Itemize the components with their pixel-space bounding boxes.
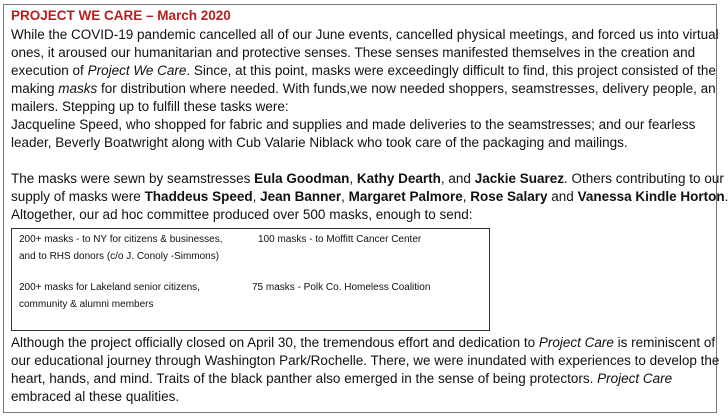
para1-line-4 xyxy=(11,80,716,98)
para3-line-4: embraced al these qualities. xyxy=(11,389,180,404)
contributor-name: Eula Goodman xyxy=(254,171,350,186)
para1-line-7: leader, Beverly Boatwright along with Cub Valarie Niblack who took care of the packaging and mailings. xyxy=(11,135,628,150)
contributor-name: Kathy Dearth xyxy=(356,171,441,186)
contributor-name: Thaddeus Speed xyxy=(144,189,253,204)
text-span: Although the project officially closed on April 30, the tremendous effort and dedication to xyxy=(11,335,539,350)
distribution-box xyxy=(11,228,490,331)
project-name-italic: Project Care xyxy=(597,371,673,386)
contributor-name: Rose Salary xyxy=(470,189,548,204)
text-span: , xyxy=(462,189,471,204)
text-span: execution of xyxy=(11,63,88,78)
para2-line-2 xyxy=(11,188,728,206)
text-span: for distribution where needed. With funds,we now needed shoppers, seamstresses, delivery people, an xyxy=(97,81,716,96)
para1-line-3 xyxy=(11,62,716,80)
text-span: , xyxy=(341,189,349,204)
project-name-italic: Project Care xyxy=(538,335,614,350)
text-span: is reminiscent of xyxy=(613,335,716,350)
distribution-row-2-col-1-line-1: 200+ masks for Lakeland senior citizens, xyxy=(19,282,200,293)
contributor-name: Vanessa Kindle Horton xyxy=(577,189,725,204)
distribution-row-1-col-2: 100 masks - to Moffitt Cancer Center xyxy=(258,234,422,245)
para1-line-2: ones, it aroused our humanitarian and protective senses. These senses manifested themselves in the creation and xyxy=(11,45,696,60)
article-title: PROJECT WE CARE – March 2020 xyxy=(11,8,231,23)
text-span: . Since, at this point, masks were exceedingly difficult to find, this project consisted of the xyxy=(186,63,716,78)
para2-line-3: Altogether, our ad hoc committee produced over 500 masks, enough to send: xyxy=(11,207,473,222)
text-span: supply of masks were xyxy=(11,189,145,204)
contributor-name: Jackie Suarez xyxy=(474,171,564,186)
distribution-row-2-col-2: 75 masks - Polk Co. Homeless Coalition xyxy=(252,282,431,293)
text-span: , xyxy=(349,171,357,186)
para3-line-1 xyxy=(11,334,715,352)
para3-line-3 xyxy=(11,370,672,388)
distribution-row-1-col-1-line-2: and to RHS donors (c/o J. Conoly -Simmons) xyxy=(19,251,220,262)
para2-line-1 xyxy=(11,170,724,188)
text-span: . Others contributing to our xyxy=(564,171,724,186)
para1-line-5: mailers. Stepping up to fulfill these tasks were: xyxy=(11,99,289,114)
text-span: , xyxy=(252,189,261,204)
project-name-italic: Project We Care xyxy=(87,63,187,78)
text-span: The masks were sewn by seamstresses xyxy=(11,171,255,186)
distribution-row-2-col-1-line-2: community & alumni members xyxy=(19,299,154,310)
text-span: heart, hands, and mind. Traits of the black panther also emerged in the sense of being protectors. xyxy=(11,371,598,386)
masks-italic: masks xyxy=(58,81,98,96)
para1-line-6: Jacqueline Speed, who shopped for fabric and supplies and made deliveries to the seamstresses; and our fearless xyxy=(11,117,696,132)
contributor-name: Margaret Palmore xyxy=(348,189,463,204)
text-span: , and xyxy=(440,171,475,186)
distribution-row-1-col-1-line-1: 200+ masks - to NY for citizens & businesses, xyxy=(19,234,223,245)
para1-line-1: While the COVID-19 pandemic cancelled all of our June events, cancelled physical meetings, and forced us into virtual xyxy=(11,27,719,42)
text-span: . xyxy=(724,189,728,204)
text-span: and xyxy=(547,189,578,204)
para3-line-2: our educational journey through Washington Park/Rochelle. There, we were inundated with experiences to develop the xyxy=(11,353,720,368)
text-span: making xyxy=(11,81,59,96)
contributor-name: Jean Banner xyxy=(260,189,342,204)
